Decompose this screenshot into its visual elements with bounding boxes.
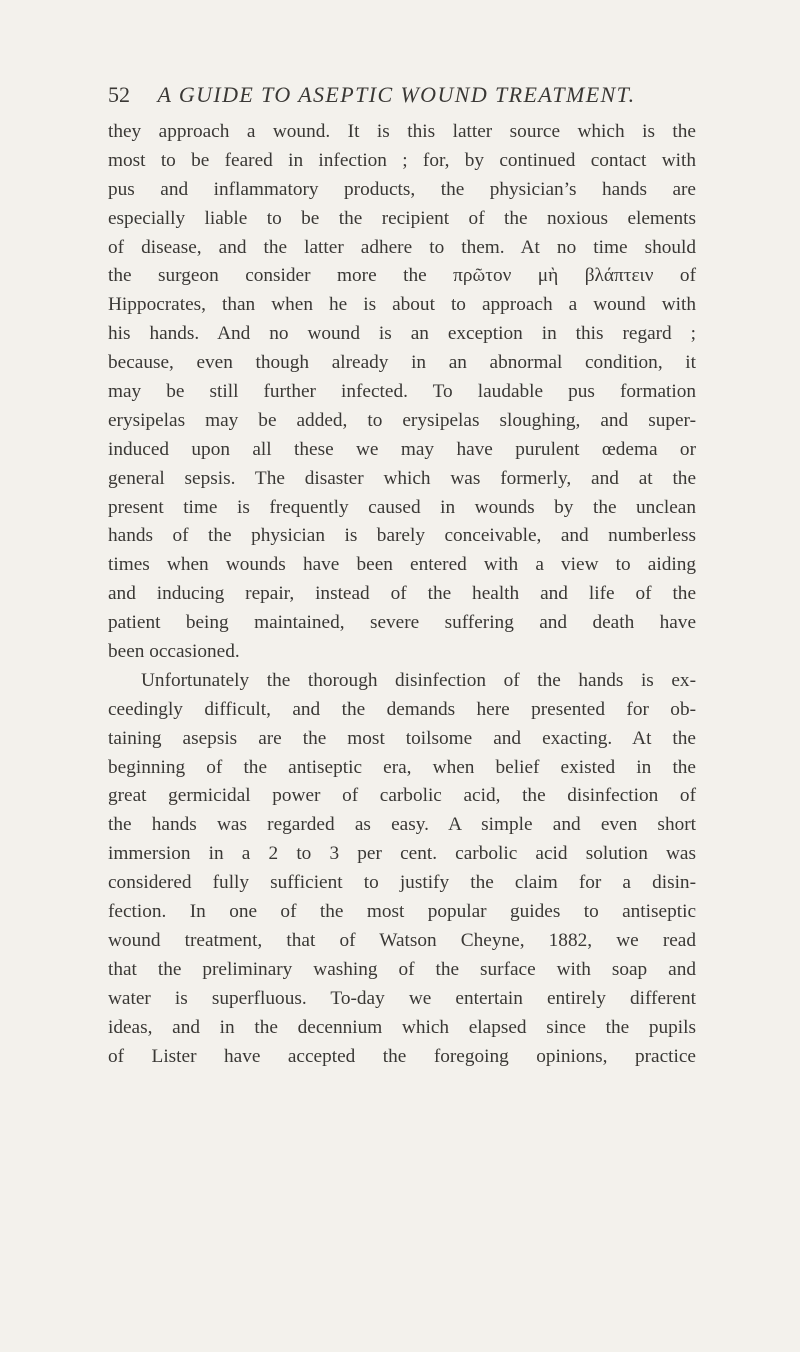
text-line: they approach a wound. It is this latter source which is the bbox=[108, 121, 696, 142]
text-line: wound treatment, that of Watson Cheyne, 1882, we read bbox=[108, 929, 696, 951]
text-line: times when wounds have been entered with a view to aiding bbox=[108, 554, 696, 576]
text-line: taining asepsis are the most toilsome and exacting. At the bbox=[108, 727, 696, 749]
text-line: ceedingly difficult, and the demands here presented for ob- bbox=[108, 698, 696, 720]
text-line: been occasioned. bbox=[108, 641, 240, 663]
text-line: the hands was regarded as easy. A simple and even short bbox=[108, 814, 696, 836]
text-line: beginning of the antiseptic era, when belief existed in the bbox=[108, 756, 696, 778]
text-line: most to be feared in infection ; for, by continued contact with bbox=[108, 149, 696, 171]
text-line: of disease, and the latter adhere to them. At no time should bbox=[108, 236, 696, 258]
body-text bbox=[108, 118, 696, 1071]
text-line: patient being maintained, severe suffering and death have bbox=[108, 612, 696, 634]
page-number: 52 bbox=[108, 82, 130, 107]
text-line: may be still further infected. To laudable pus formation bbox=[108, 381, 696, 403]
text-line: hands of the physician is barely conceivable, and numberless bbox=[108, 525, 696, 547]
text-line: ideas, and in the decennium which elapsed since the pupils bbox=[108, 1016, 696, 1038]
text-line: induced upon all these we may have purulent œdema or bbox=[108, 438, 696, 460]
text-line: erysipelas may be added, to erysipelas sloughing, and super- bbox=[108, 409, 696, 431]
text-line: immersion in a 2 to 3 per cent. carbolic acid solution was bbox=[108, 843, 696, 865]
text-line: great germicidal power of carbolic acid, the disinfection of bbox=[108, 785, 696, 807]
text-line: and inducing repair, instead of the health and life of the bbox=[108, 583, 696, 605]
text-line: the surgeon consider more the πρῶτον μὴ βλάπτειν of bbox=[108, 265, 696, 287]
text-line: Hippocrates, than when he is about to approach a wound with bbox=[108, 294, 696, 316]
text-line: because, even though already in an abnormal condition, it bbox=[108, 352, 696, 374]
text-line: water is superfluous. To-day we entertain entirely different bbox=[108, 987, 696, 1009]
text-line: especially liable to be the recipient of the noxious elements bbox=[108, 207, 696, 229]
text-line: of Lister have accepted the foregoing opinions, practice bbox=[108, 1045, 696, 1067]
text-line: fection. In one of the most popular guides to antiseptic bbox=[108, 901, 696, 923]
text-line: considered fully sufficient to justify the claim for a disin- bbox=[108, 872, 696, 894]
text-line: general sepsis. The disaster which was formerly, and at the bbox=[108, 467, 696, 489]
running-title: A GUIDE TO ASEPTIC WOUND TREATMENT. bbox=[157, 82, 636, 107]
text-line: that the preliminary washing of the surface with soap and bbox=[108, 958, 696, 980]
text-line: present time is frequently caused in wounds by the unclean bbox=[108, 496, 696, 518]
running-header bbox=[108, 80, 708, 110]
text-line: his hands. And no wound is an exception in this regard ; bbox=[108, 323, 696, 345]
text-line: Unfortunately the thorough disinfection of the hands is ex- bbox=[141, 669, 696, 691]
text-line: pus and inflammatory products, the physician’s hands are bbox=[108, 178, 696, 200]
